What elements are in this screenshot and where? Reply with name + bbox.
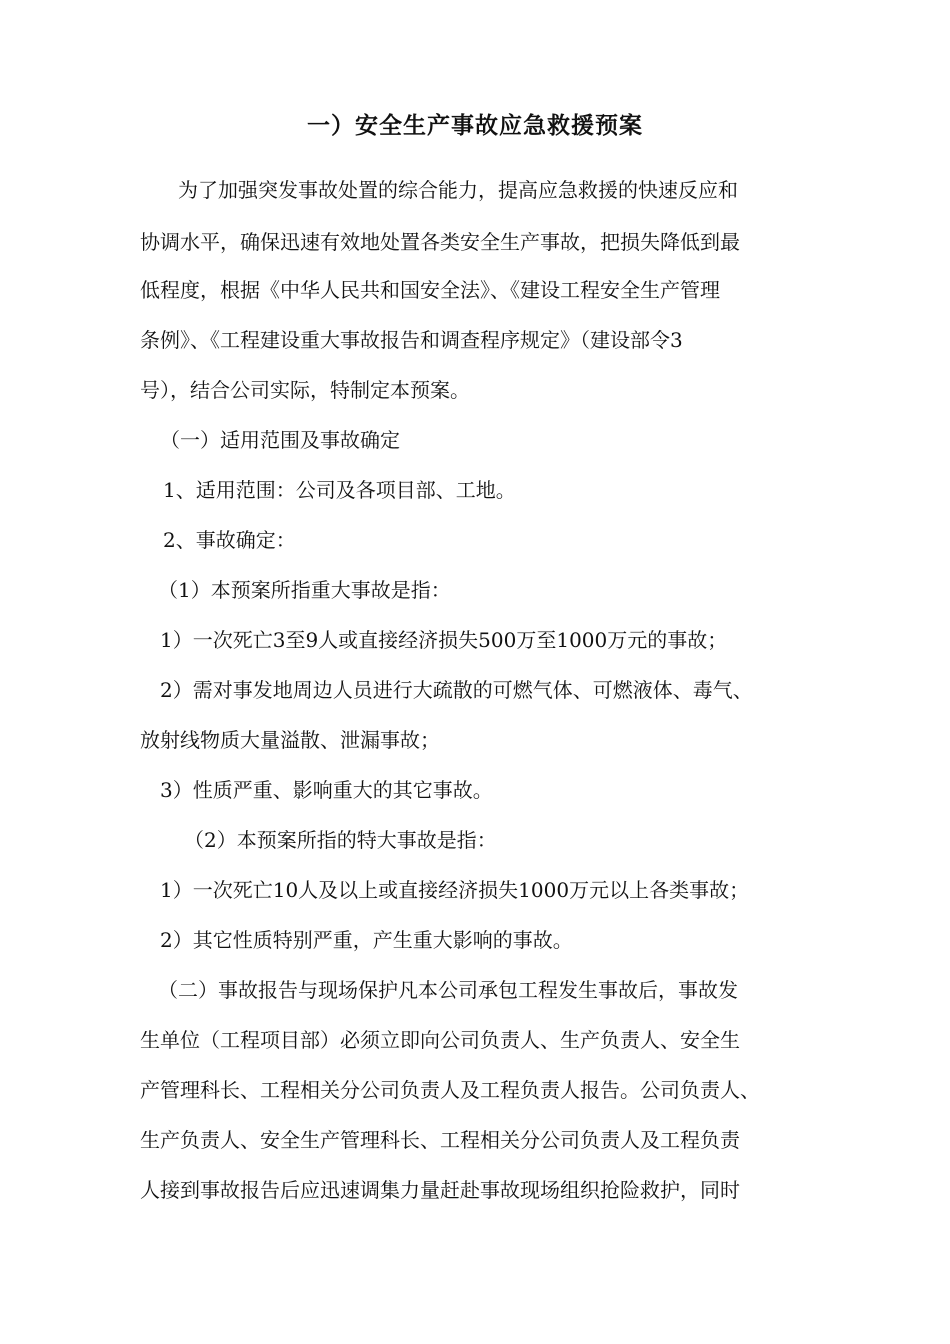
body-line: 生单位（工程项目部）必须立即向公司负责人、生产负责人、安全生 [140, 1028, 740, 1052]
body-line: 低程度，根据《中华人民共和国安全法》、《建设工程安全生产管理 [140, 278, 720, 302]
body-line: 2）其它性质特别严重，产生重大影响的事故。 [160, 928, 573, 952]
document-title: 一）安全生产事故应急救援预案 [307, 113, 643, 139]
body-line: 2、事故确定： [163, 528, 296, 552]
body-line: 放射线物质大量溢散、泄漏事故； [140, 728, 440, 752]
body-line: 产管理科长、工程相关分公司负责人及工程负责人报告。公司负责人、 [140, 1078, 760, 1102]
body-line: 协调水平，确保迅速有效地处置各类安全生产事故，把损失降低到最 [140, 230, 740, 254]
body-line: 条例》、《工程建设重大事故报告和调查程序规定》（建设部令3 [140, 328, 683, 352]
body-line: 1、适用范围：公司及各项目部、工地。 [163, 478, 516, 502]
body-line: 生产负责人、安全生产管理科长、工程相关分公司负责人及工程负责 [140, 1128, 740, 1152]
body-line: 号），结合公司实际，特制定本预案。 [140, 378, 470, 402]
body-line: 1）一次死亡3至9人或直接经济损失500万至1000万元的事故； [160, 628, 728, 652]
body-line: 人接到事故报告后应迅速调集力量赶赴事故现场组织抢险救护，同时 [140, 1178, 740, 1202]
body-line: 为了加强突发事故处置的综合能力，提高应急救援的快速反应和 [178, 178, 738, 202]
section-heading: （一）适用范围及事故确定 [160, 428, 400, 452]
section-heading: （二）事故报告与现场保护凡本公司承包工程发生事故后，事故发 [158, 978, 738, 1002]
body-line: 2）需对事发地周边人员进行大疏散的可燃气体、可燃液体、毒气、 [160, 678, 753, 702]
body-line: （1）本预案所指重大事故是指： [158, 578, 451, 602]
body-line: 1）一次死亡10人及以上或直接经济损失1000万元以上各类事故； [160, 878, 750, 902]
body-line: （2）本预案所指的特大事故是指： [184, 828, 497, 852]
body-line: 3）性质严重、影响重大的其它事故。 [160, 778, 493, 802]
